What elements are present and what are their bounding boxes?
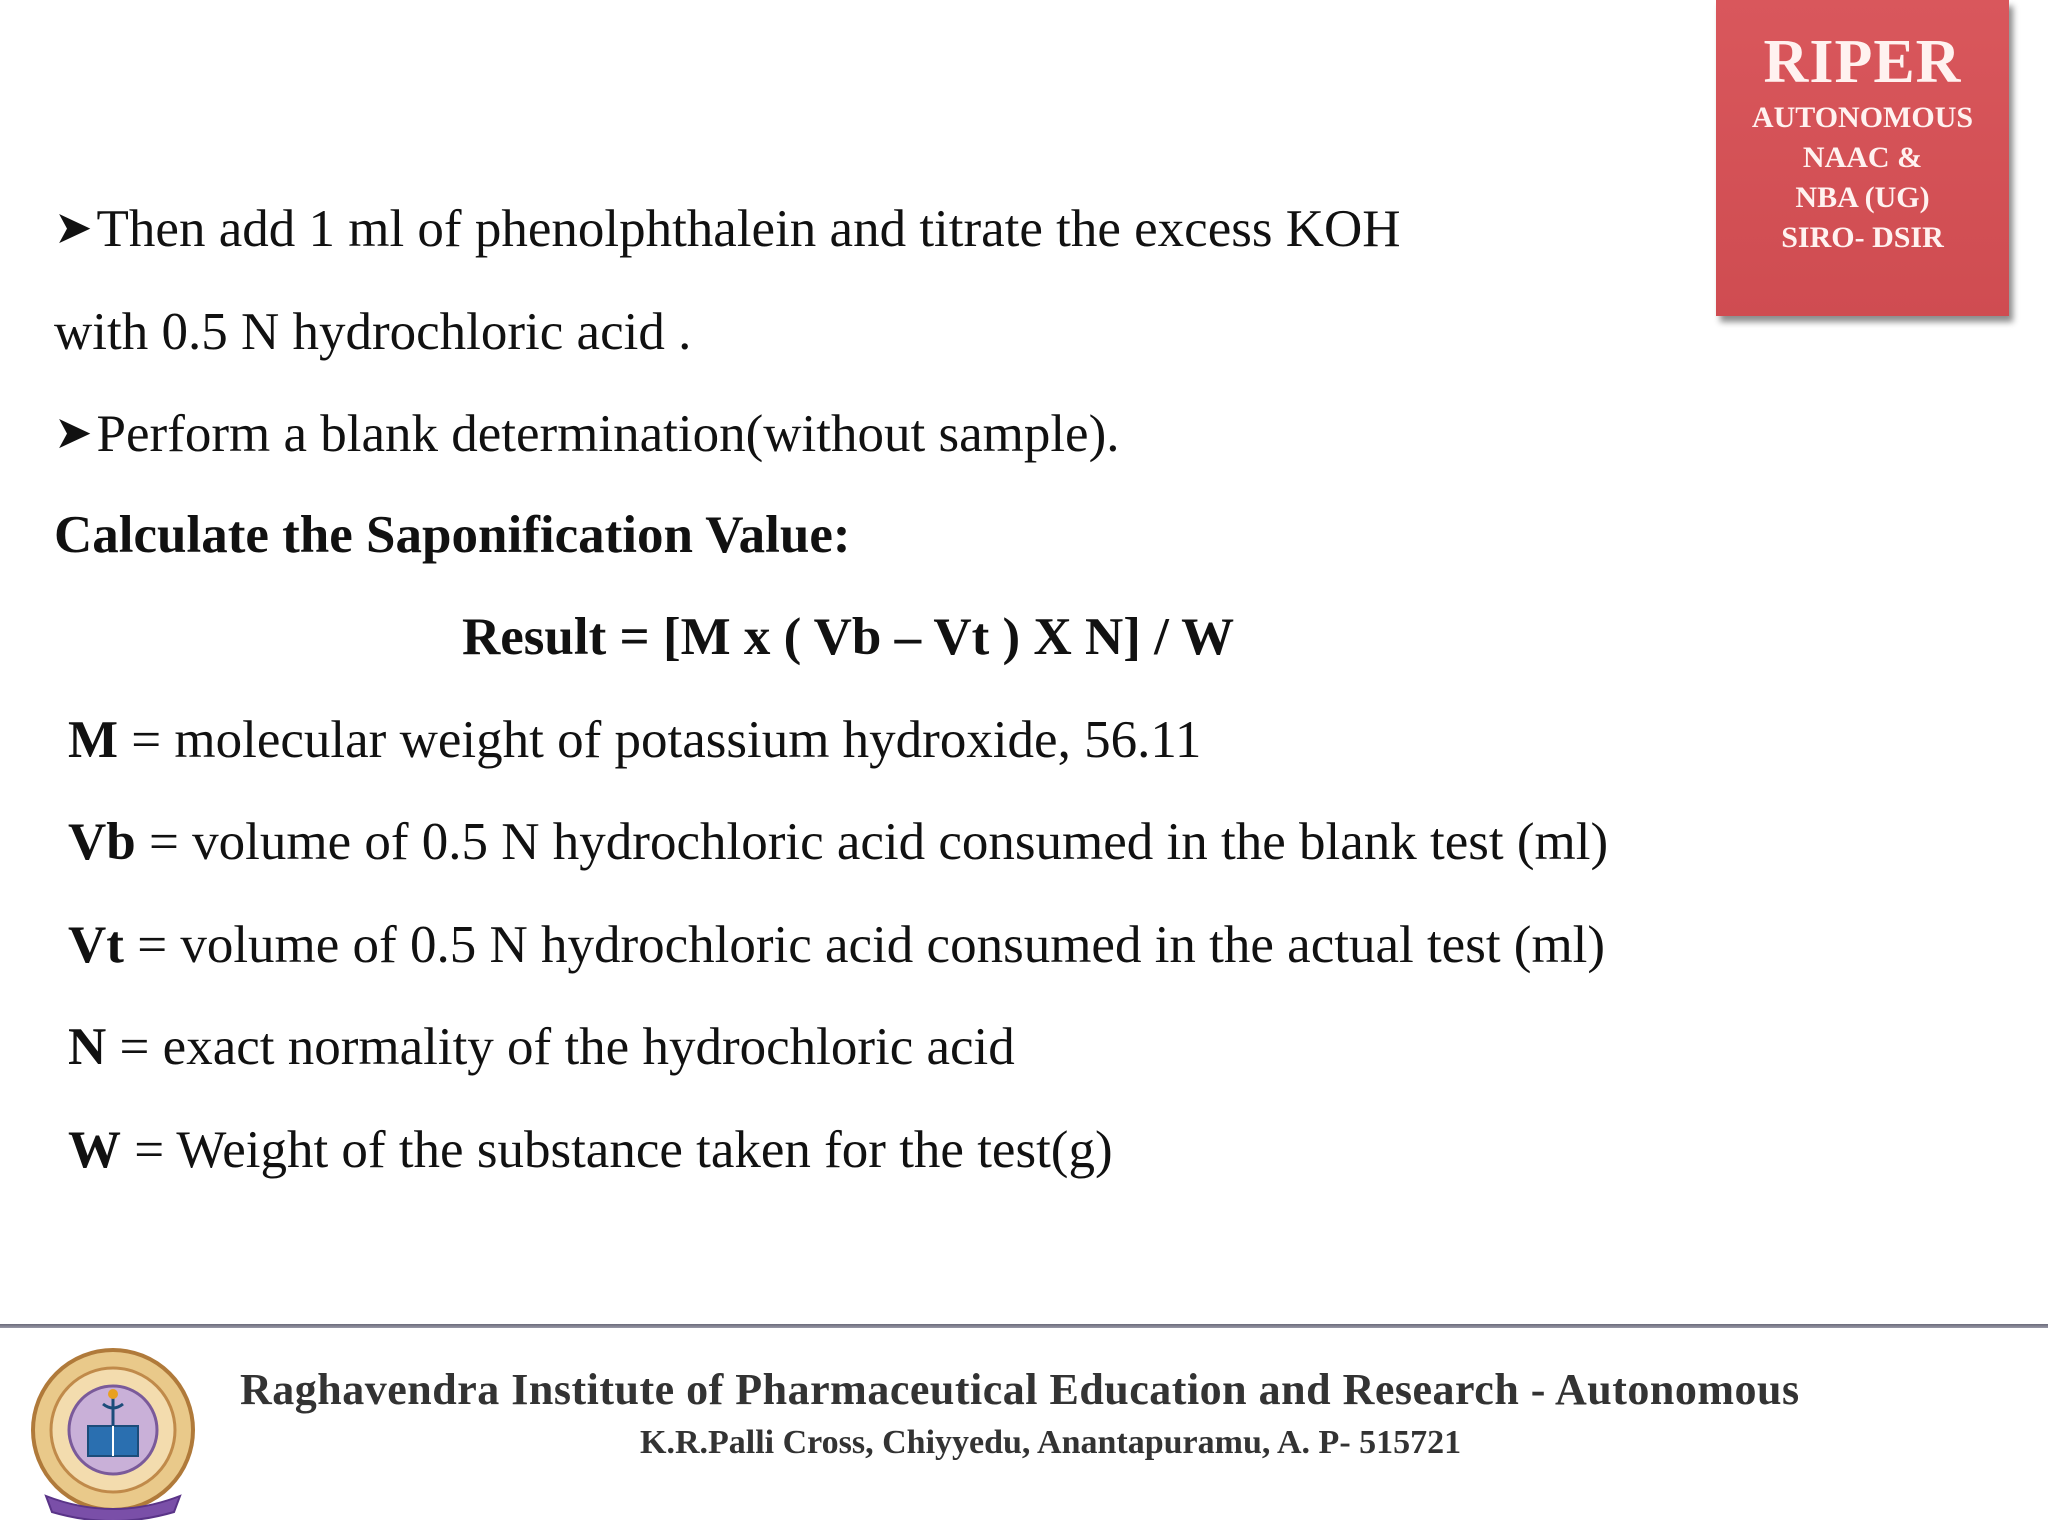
definition-symbol: Vb <box>68 813 136 871</box>
bullet-1-line-2: with 0.5 N hydrochloric acid . <box>54 303 692 361</box>
definition-n <box>68 1017 1015 1077</box>
footer-divider <box>0 1324 2048 1328</box>
badge-line-nba: NBA (UG) <box>1795 181 1930 214</box>
bullet-1-line-1 <box>54 199 1401 260</box>
bullet-1-text: Then add 1 ml of phenolphthalein and titrate the excess KOH <box>96 200 1401 258</box>
institution-seal-icon <box>26 1346 200 1520</box>
definition-symbol: M <box>68 711 119 769</box>
badge-brand: RIPER <box>1763 28 1962 96</box>
definition-vt <box>68 915 1605 975</box>
arrow-bullet-icon: ➤ <box>54 200 93 254</box>
badge-line-autonomous: AUTONOMOUS <box>1751 101 1974 134</box>
calculation-heading: Calculate the Saponification Value: <box>54 506 851 564</box>
definition-text: = Weight of the substance taken for the test(g) <box>121 1121 1113 1179</box>
definition-symbol: W <box>68 1121 121 1179</box>
institution-name: Raghavendra Institute of Pharmaceutical Education and Research - Autonomous <box>240 1365 1800 1414</box>
definition-symbol: Vt <box>68 916 124 974</box>
definition-symbol: N <box>68 1018 107 1076</box>
badge-line-naac: NAAC & <box>1802 141 1923 174</box>
definition-w <box>68 1120 1113 1180</box>
definition-m <box>68 710 1201 770</box>
arrow-bullet-icon: ➤ <box>54 405 93 459</box>
saponification-formula: Result = [M x ( Vb – Vt ) X N] / W <box>462 608 1235 666</box>
definition-vb <box>68 812 1608 872</box>
institution-address: K.R.Palli Cross, Chiyyedu, Anantapuramu, A. P- 515721 <box>640 1424 1462 1461</box>
accreditation-badge <box>1716 0 2009 316</box>
badge-line-siro: SIRO- DSIR <box>1781 221 1944 254</box>
bullet-2-line <box>54 404 1119 465</box>
definition-text: = volume of 0.5 N hydrochloric acid consumed in the actual test (ml) <box>123 916 1606 974</box>
bullet-2-text: Perform a blank determination(without sample). <box>96 405 1120 463</box>
definition-text: = volume of 0.5 N hydrochloric acid consumed in the blank test (ml) <box>135 813 1609 871</box>
definition-text: = molecular weight of potassium hydroxide, 56.11 <box>118 711 1202 769</box>
definition-text: = exact normality of the hydrochloric acid <box>106 1018 1015 1076</box>
